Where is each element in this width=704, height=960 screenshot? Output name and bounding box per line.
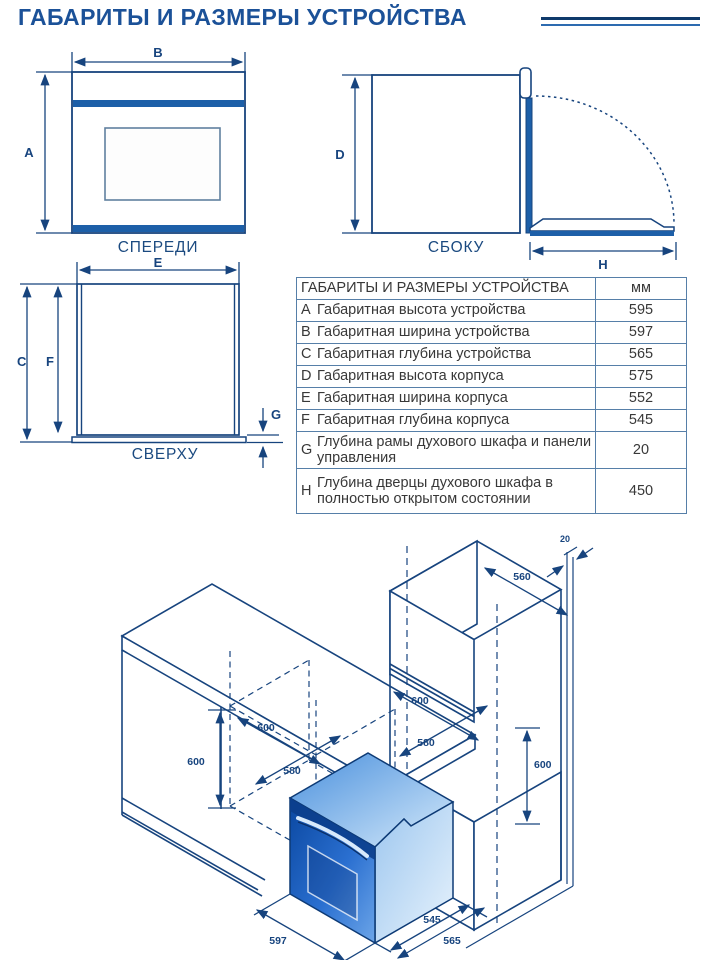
top-frame-letter: G: [271, 407, 282, 422]
table-header-unit: мм: [595, 278, 686, 299]
oven-front-outline: [72, 72, 245, 233]
table-header-row: [297, 278, 686, 299]
side-view-drawing: [330, 48, 700, 276]
front-view-label: СПЕРЕДИ: [117, 239, 199, 256]
left-niche-height-dim: 600: [187, 756, 205, 768]
table-row: E Габаритная ширина корпуса 552: [297, 387, 686, 409]
side-height-letter: D: [335, 147, 345, 162]
door-swing-arc: [536, 96, 674, 224]
column-niche-depth-dim: 580: [417, 737, 435, 749]
table-row: D Габаритная высота корпуса 575: [297, 365, 686, 387]
door-handle: [520, 68, 531, 98]
table-row: H Глубина дверцы духового шкафа в полностью открытом состоянии 450: [297, 468, 686, 513]
page-title: ГАБАРИТЫ И РАЗМЕРЫ УСТРОЙСТВА: [18, 4, 467, 30]
column-niche-width-dim: 600: [411, 695, 429, 707]
table-row: C Габаритная глубина устройства 565: [297, 343, 686, 365]
oven-total-depth-dim: 565: [443, 935, 461, 947]
table-header-title: ГАБАРИТЫ И РАЗМЕРЫ УСТРОЙСТВА: [301, 280, 569, 297]
closed-door: [526, 98, 532, 233]
top-view-label: СВЕРХУ: [131, 446, 199, 463]
table-row: B Габаритная ширина устройства 597: [297, 321, 686, 343]
front-width-letter: B: [153, 48, 163, 60]
front-frame-strip: [72, 437, 246, 443]
left-niche-width-dim: 600: [257, 722, 275, 734]
top-width-letter: E: [153, 258, 163, 270]
open-door-edge: [530, 231, 674, 236]
front-view-drawing: [20, 48, 310, 263]
front-height-letter: A: [24, 145, 34, 160]
top-view-drawing: [15, 258, 300, 470]
oven-width-dim: 597: [269, 935, 287, 947]
open-door: [530, 219, 674, 231]
table-row: G Глубина рамы духового шкафа и панели управления 20: [297, 431, 686, 468]
side-door-letter: H: [598, 257, 608, 272]
bottom-bar: [73, 225, 244, 232]
title-double-rule: [541, 17, 700, 26]
oven-top-outline: [72, 284, 246, 443]
table-row: A Габаритная высота устройства 595: [297, 299, 686, 321]
top-depth-total-letter: C: [17, 354, 27, 369]
table-row: F Габаритная глубина корпуса 545: [297, 409, 686, 431]
oven-body-depth-dim: 545: [423, 914, 441, 926]
side-view-label: СБОКУ: [427, 239, 485, 256]
control-panel-bar: [73, 100, 244, 107]
column-frame-dim: 20: [559, 534, 571, 544]
top-depth-body-letter: F: [46, 354, 54, 369]
dimensions-table: [296, 277, 687, 514]
column-niche-height-dim: 600: [534, 759, 552, 771]
left-niche-depth-dim: 580: [283, 765, 301, 777]
installation-isometric-drawing: [60, 516, 700, 960]
door-window: [105, 128, 220, 200]
oven-side-outline: [372, 68, 674, 236]
column-top-depth-dim: 560: [513, 571, 531, 583]
